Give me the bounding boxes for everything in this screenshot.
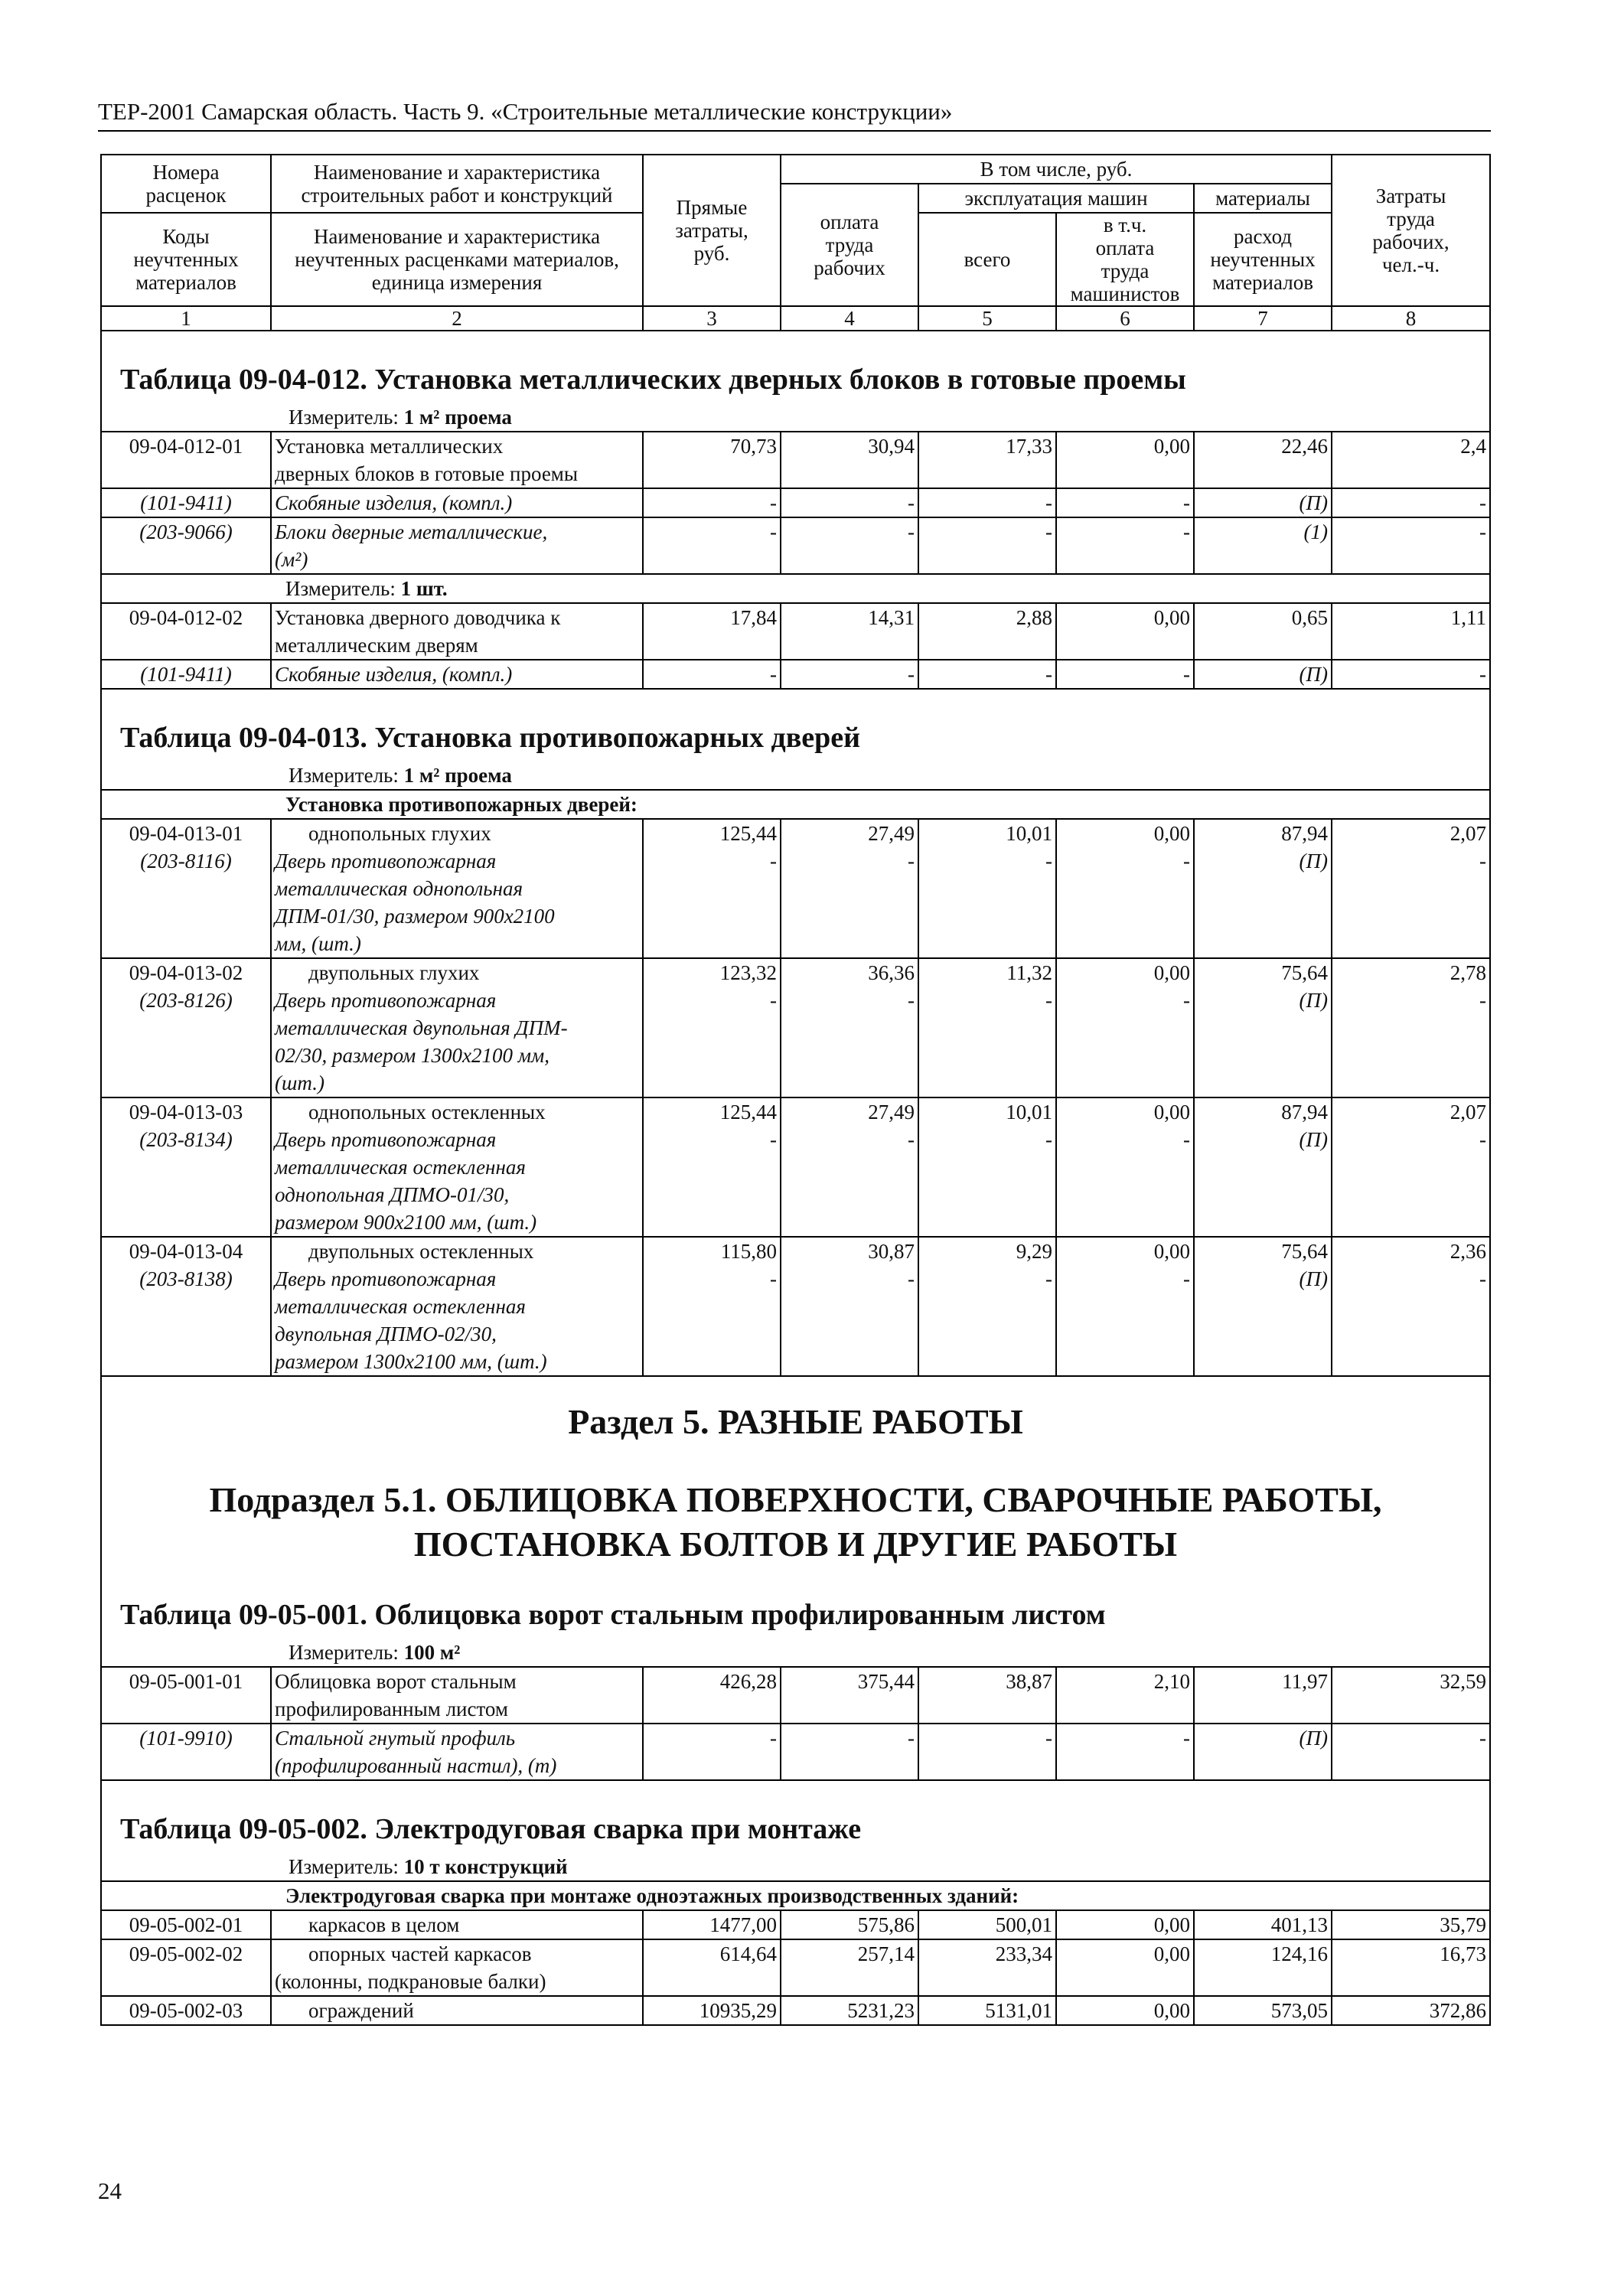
table-row: 09-04-013-01 (203-8116) однопольных глухих Дверь противопожарная металлическая однопольная ДПМ-01/30, размером 900х2100 мм, (шт.) 125,44 - 27,49 - 10,01 - 0,00 - 87,94 (П) 2,07 - (101, 819, 1490, 958)
section-title: Раздел 5. РАЗНЫЕ РАБОТЫ (568, 1402, 1023, 1441)
table-row: 09-04-013-04 (203-8138) двупольных остекленных Дверь противопожарная металлическая остекленная двупольная ДПМО-02/30, размером 1300х2100 мм, (шт.) 115,80 - 30,87 - 9,29 - 0,00 - 75,64 (П) 2,36 - (101, 1237, 1490, 1376)
group-header: В том числе, руб. (781, 155, 1332, 184)
material-row: (101-9411) Скобяные изделия, (компл.) - - - - (П) - (101, 488, 1490, 517)
col2-top-header: Наименование и характеристика строительных работ и конструкций (271, 155, 643, 213)
table-row: 09-05-002-02 опорных частей каркасов (колонны, подкрановые балки) 614,64 257,14 233,34 0,00 124,16 16,73 (101, 1939, 1490, 1996)
col1-bottom-header: Коды неучтенных материалов (101, 213, 271, 306)
subsection-title: Подраздел 5.1. ОБЛИЦОВКА ПОВЕРХНОСТИ, СВАРОЧНЫЕ РАБОТЫ, ПОСТАНОВКА БОЛТОВ И ДРУГИЕ РАБОТЫ (209, 1480, 1382, 1564)
table-row: 09-04-013-03 (203-8134) однопольных остекленных Дверь противопожарная металлическая остекленная однопольная ДПМО-01/30, размером 900х2100 мм, (шт.) 125,44 - 27,49 - 10,01 - 0,00 - 87,94 (П) 2,07 - (101, 1097, 1490, 1237)
column-numbers-row: 1 2 3 4 5 6 7 8 (101, 306, 1490, 331)
table-row: 09-05-002-03 ограждений 10935,29 5231,23 5131,01 0,00 573,05 372,86 (101, 1996, 1490, 2025)
machines-group-header: эксплуатация машин (918, 184, 1194, 213)
col1-top-header: Номера расценок (101, 155, 271, 213)
col3-header: Прямые затраты, руб. (643, 155, 781, 306)
col5-header: всего (918, 213, 1056, 306)
table-row: 09-04-012-01 Установка металлических дверных блоков в готовые проемы 70,73 30,94 17,33 0,00 22,46 2,4 (101, 432, 1490, 488)
table-row: 09-04-012-02 Установка дверного доводчика к металлическим дверям 17,84 14,31 2,88 0,00 0,65 1,11 (101, 603, 1490, 660)
unit-row: Измеритель: 1 шт. (101, 574, 1490, 603)
table-row: 09-05-002-01 каркасов в целом 1477,00 575,86 500,01 0,00 401,13 35,79 (101, 1910, 1490, 1939)
table-09-04-013-heading: Таблица 09-04-013. Установка противопожарных дверей Измеритель: 1 м² проема (101, 689, 1490, 790)
col2-bottom-header: Наименование и характеристика неучтенных расценками материалов, единица измерения (271, 213, 643, 306)
table-subtitle: Электродуговая сварка при монтаже одноэтажных производственных зданий: (101, 1881, 1490, 1910)
table-row: 09-04-013-02 (203-8126) двупольных глухих Дверь противопожарная металлическая двупольная ДПМ- 02/30, размером 1300х2100 мм, (шт.) 123,32 - 36,36 - 11,32 - 0,00 - 75,64 (П) 2,78 - (101, 958, 1490, 1097)
page-number: 24 (98, 2177, 122, 2204)
col8-header: Затраты труда рабочих, чел.-ч. (1332, 155, 1490, 306)
col6-header: в т.ч. оплата труда машинистов (1056, 213, 1194, 306)
table-09-05-002-heading: Таблица 09-05-002. Электродуговая сварка при монтаже Измеритель: 10 т конструкций (101, 1780, 1490, 1881)
col7-header: расход неучтенных материалов (1194, 213, 1332, 306)
rates-table (100, 154, 1491, 2026)
material-row: (203-9066) Блоки дверные металлические, (м²) - - - - (1) - (101, 517, 1490, 574)
material-row: (101-9910) Стальной гнутый профиль (профилированный настил), (т) - - - - (П) - (101, 1724, 1490, 1780)
table-subtitle: Установка противопожарных дверей: (101, 790, 1490, 819)
material-row: (101-9411) Скобяные изделия, (компл.) - - - - (П) - (101, 660, 1490, 689)
table-09-04-012-heading: Таблица 09-04-012. Установка металлических дверных блоков в готовые проемы Измеритель: 1 м² проема (101, 331, 1490, 432)
table-row: 09-05-001-01 Облицовка ворот стальным профилированным листом 426,28 375,44 38,87 2,10 11,97 32,59 (101, 1667, 1490, 1724)
page-header: ТЕР-2001 Самарская область. Часть 9. «Строительные металлические конструкции» (98, 95, 1491, 132)
section-5-heading: Раздел 5. РАЗНЫЕ РАБОТЫ Подраздел 5.1. ОБЛИЦОВКА ПОВЕРХНОСТИ, СВАРОЧНЫЕ РАБОТЫ, ПОСТАНОВКА БОЛТОВ И ДРУГИЕ РАБОТЫ Таблица 09-05-001. Облицовка ворот стальным профилированным листом Измеритель: 100 м² (101, 1376, 1490, 1667)
materials-group-header: материалы (1194, 184, 1332, 213)
col4-header: оплата труда рабочих (781, 184, 918, 306)
